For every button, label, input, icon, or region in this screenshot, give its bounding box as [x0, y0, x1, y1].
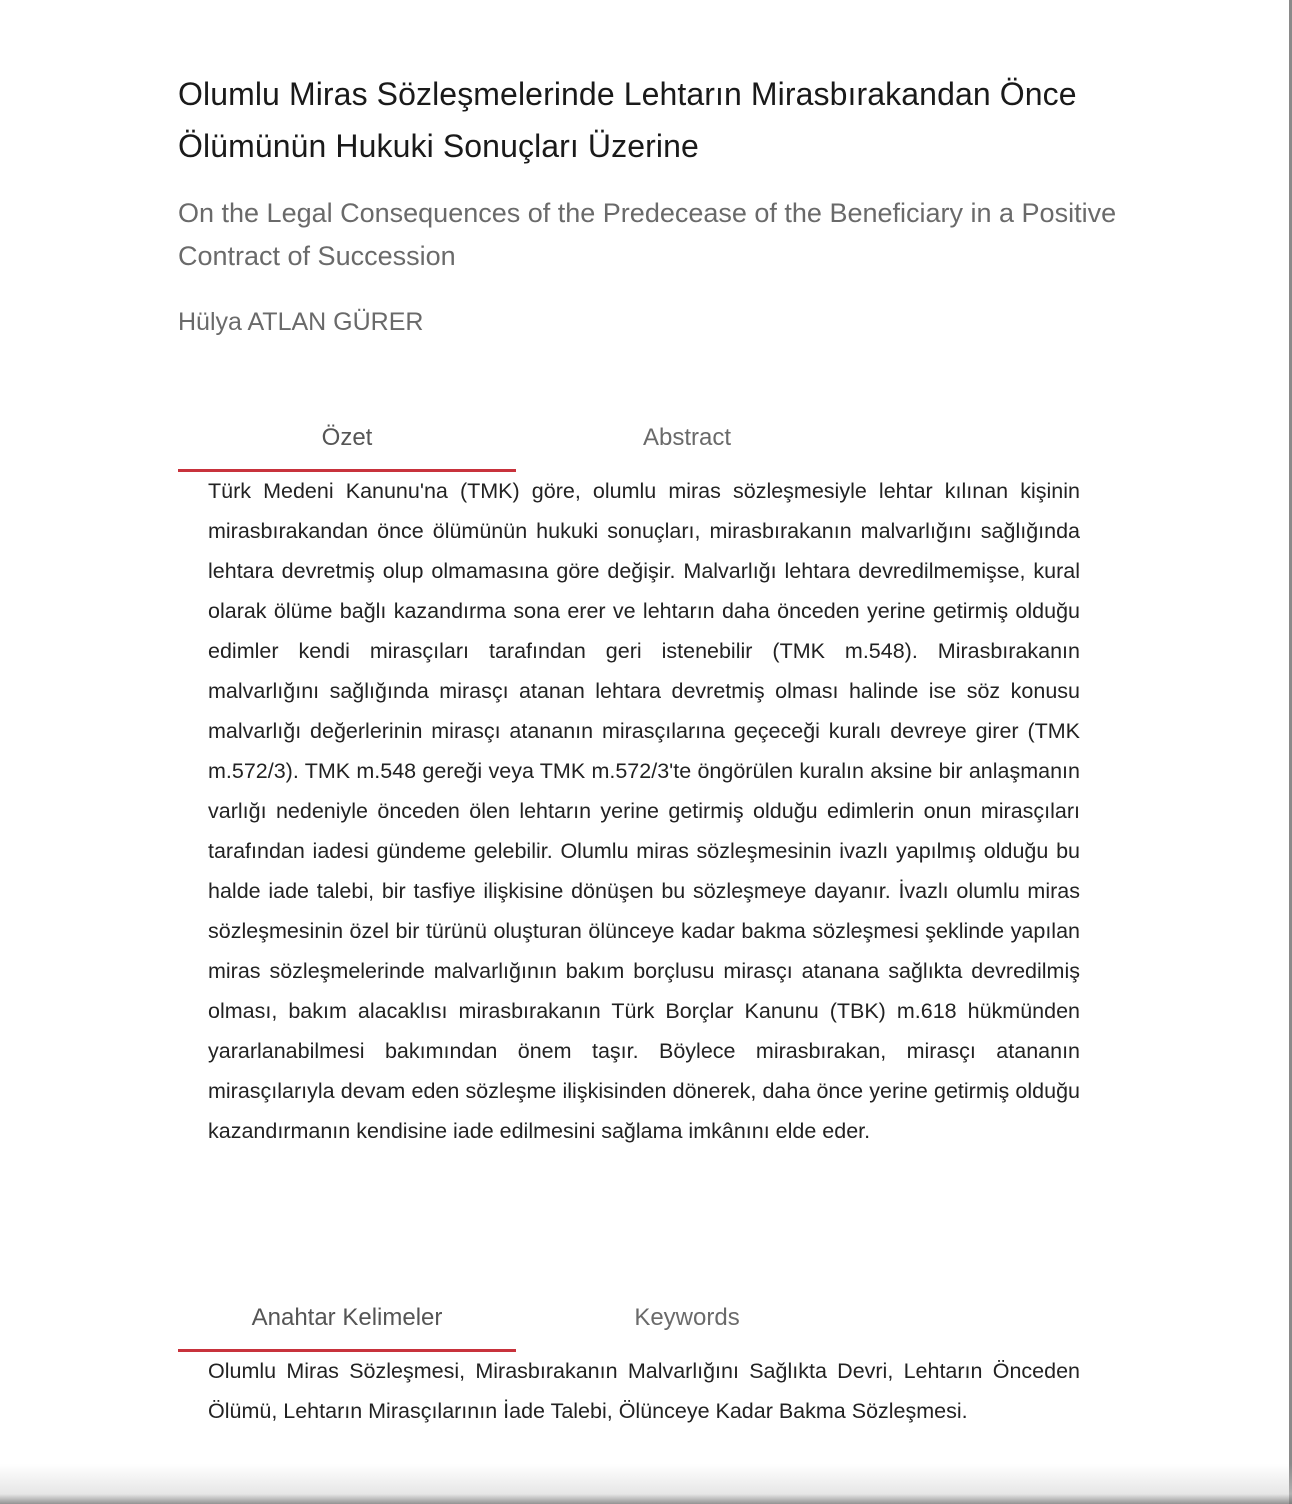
article-subtitle: On the Legal Consequences of the Predecease of the Beneficiary in a Positive Contract of Succession: [178, 198, 1117, 271]
abstract-text: Türk Medeni Kanunu'na (TMK) göre, olumlu miras sözleşmesiyle lehtar kılınan kişinin mirasbırakandan önce ölümünün hukuki sonuçları, mirasbırakanın malvarlığını sağlığında lehtara devretmiş olup olmamasına göre değişir. Malvarlığı lehtara devredilmemişse, kural olarak ölüme bağlı kazandırma sona erer ve lehtarın daha önceden yerine getirmiş olduğu edimler kendi mirasçıları tarafından geri istenebilir (TMK m.548). Mirasbırakanın malvarlığını sağlığında mirasçı atanan lehtara devretmiş olması halinde ise söz konusu malvarlığı değerlerinin mirasçı atananın mirasçılarına geçeceği kuralı devreye girer (TMK m.572/3). TMK m.548 gereği veya TMK m.572/3'te öngörülen kuralın aksine bir anlaşmanın varlığı nedeniyle önceden ölen lehtarın yerine getirmiş olduğu edimlerin onun mirasçıları tarafından iadesi gündeme gelebilir. Olumlu miras sözleşmesinin ivazlı yapılmış olduğu bu halde iade talebi, bir tasfiye ilişkisine dönüşen bu sözleşmeye dayanır. İvazlı olumlu miras sözleşmesinin özel bir türünü oluşturan ölünceye kadar bakma sözleşmesi şeklinde yapılan miras sözleşmelerinde malvarlığının bakım borçlusu mirasçı atanana sağlıkta devredilmiş olması, bakım alacaklısı mirasbırakanın Türk Borçlar Kanunu (TBK) m.618 hükmünden yararlanabilmesi bakımından önem taşır. Böylece mirasbırakan, mirasçı atananın mirasçılarıyla devam eden sözleşme ilişkisinden dönerek, daha önce yerine getirmiş olduğu kazandırmanın kendisine iade edilmesini sağlama imkânını elde eder.: [208, 479, 1080, 1143]
tab-anahtar-kelimeler[interactable]: Anahtar Kelimeler: [178, 1294, 516, 1350]
bottom-scroll-shadow: [0, 1464, 1292, 1504]
article-author[interactable]: Hülya ATLAN GÜRER: [178, 308, 424, 336]
tab-ozet[interactable]: Özet: [178, 414, 516, 470]
abstract-tab-bar: [178, 414, 858, 474]
keywords-text: Olumlu Miras Sözleşmesi, Mirasbırakanın Malvarlığını Sağlıkta Devri, Lehtarın Önceden Ölümü, Lehtarın Mirasçılarının İade Talebi, Ölünceye Kadar Bakma Sözleşmesi.: [208, 1359, 1080, 1423]
tab-abstract[interactable]: Abstract: [642, 424, 732, 451]
tab-keywords[interactable]: Keywords: [634, 1304, 740, 1331]
keywords-tab-bar: [178, 1294, 858, 1354]
article-title: Olumlu Miras Sözleşmelerinde Lehtarın Mirasbırakandan Önce Ölümünün Hukuki Sonuçları Üzerine: [178, 76, 1077, 164]
